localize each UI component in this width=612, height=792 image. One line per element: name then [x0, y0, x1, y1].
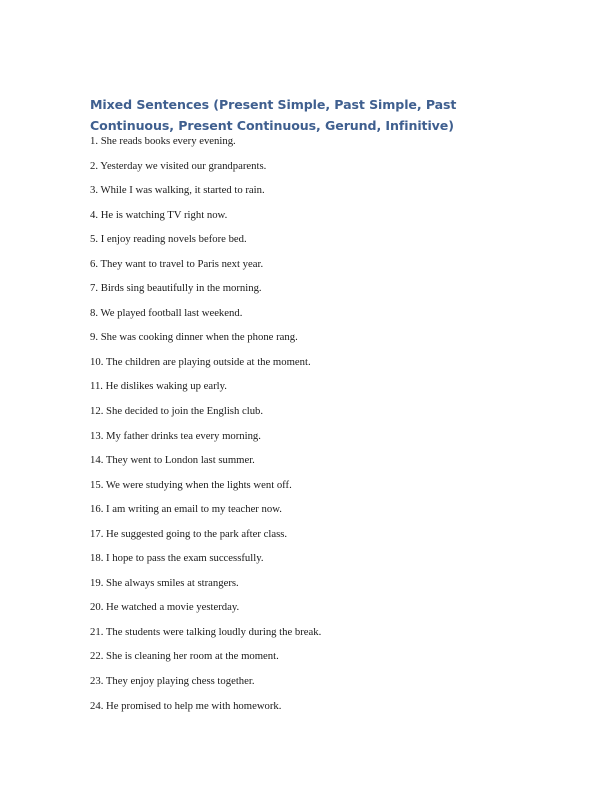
sentence-20: 20. He watched a movie yesterday. [90, 601, 240, 614]
sentence-1: 1. She reads books every evening. [90, 135, 236, 147]
sentence-10: 10. The children are playing outside at the moment. [90, 355, 311, 368]
sentence-8: 8. We played football last weekend. [90, 306, 243, 319]
sentence-19: 19. She always smiles at strangers. [90, 576, 239, 589]
sentence-24: 24. He promised to help me with homework. [90, 699, 282, 712]
sentence-23: 23. They enjoy playing chess together. [90, 675, 255, 688]
sentence-21: 21. The students were talking loudly during the break. [90, 625, 322, 638]
sentence-15: 15. We were studying when the lights went off. [90, 478, 292, 491]
sentence-12: 12. She decided to join the English club. [90, 405, 264, 418]
sentence-16: 16. I am writing an email to my teacher now. [90, 503, 282, 516]
sentence-3: 3. While I was walking, it started to rain. [90, 184, 265, 197]
sentence-7: 7. Birds sing beautifully in the morning. [90, 282, 262, 295]
sentence-6: 6. They want to travel to Paris next year. [90, 257, 264, 270]
sentence-4: 4. He is watching TV right now. [90, 208, 228, 221]
sentence-9: 9. She was cooking dinner when the phone rang. [90, 331, 298, 344]
sentence-14: 14. They went to London last summer. [90, 454, 255, 467]
sentence-11: 11. He dislikes waking up early. [90, 380, 227, 393]
document-heading: Mixed Sentences (Present Simple, Past Simple, Past Continuous, Present Continuous, Gerund, Infinitive) [90, 97, 457, 133]
sentence-13: 13. My father drinks tea every morning. [90, 429, 261, 442]
sentence-2: 2. Yesterday we visited our grandparents. [90, 159, 267, 172]
sentence-18: 18. I hope to pass the exam successfully. [90, 552, 264, 565]
sentence-list [90, 133, 321, 722]
sentence-17: 17. He suggested going to the park after class. [90, 527, 288, 540]
sentence-22: 22. She is cleaning her room at the moment. [90, 650, 279, 663]
sentence-5: 5. I enjoy reading novels before bed. [90, 233, 247, 246]
